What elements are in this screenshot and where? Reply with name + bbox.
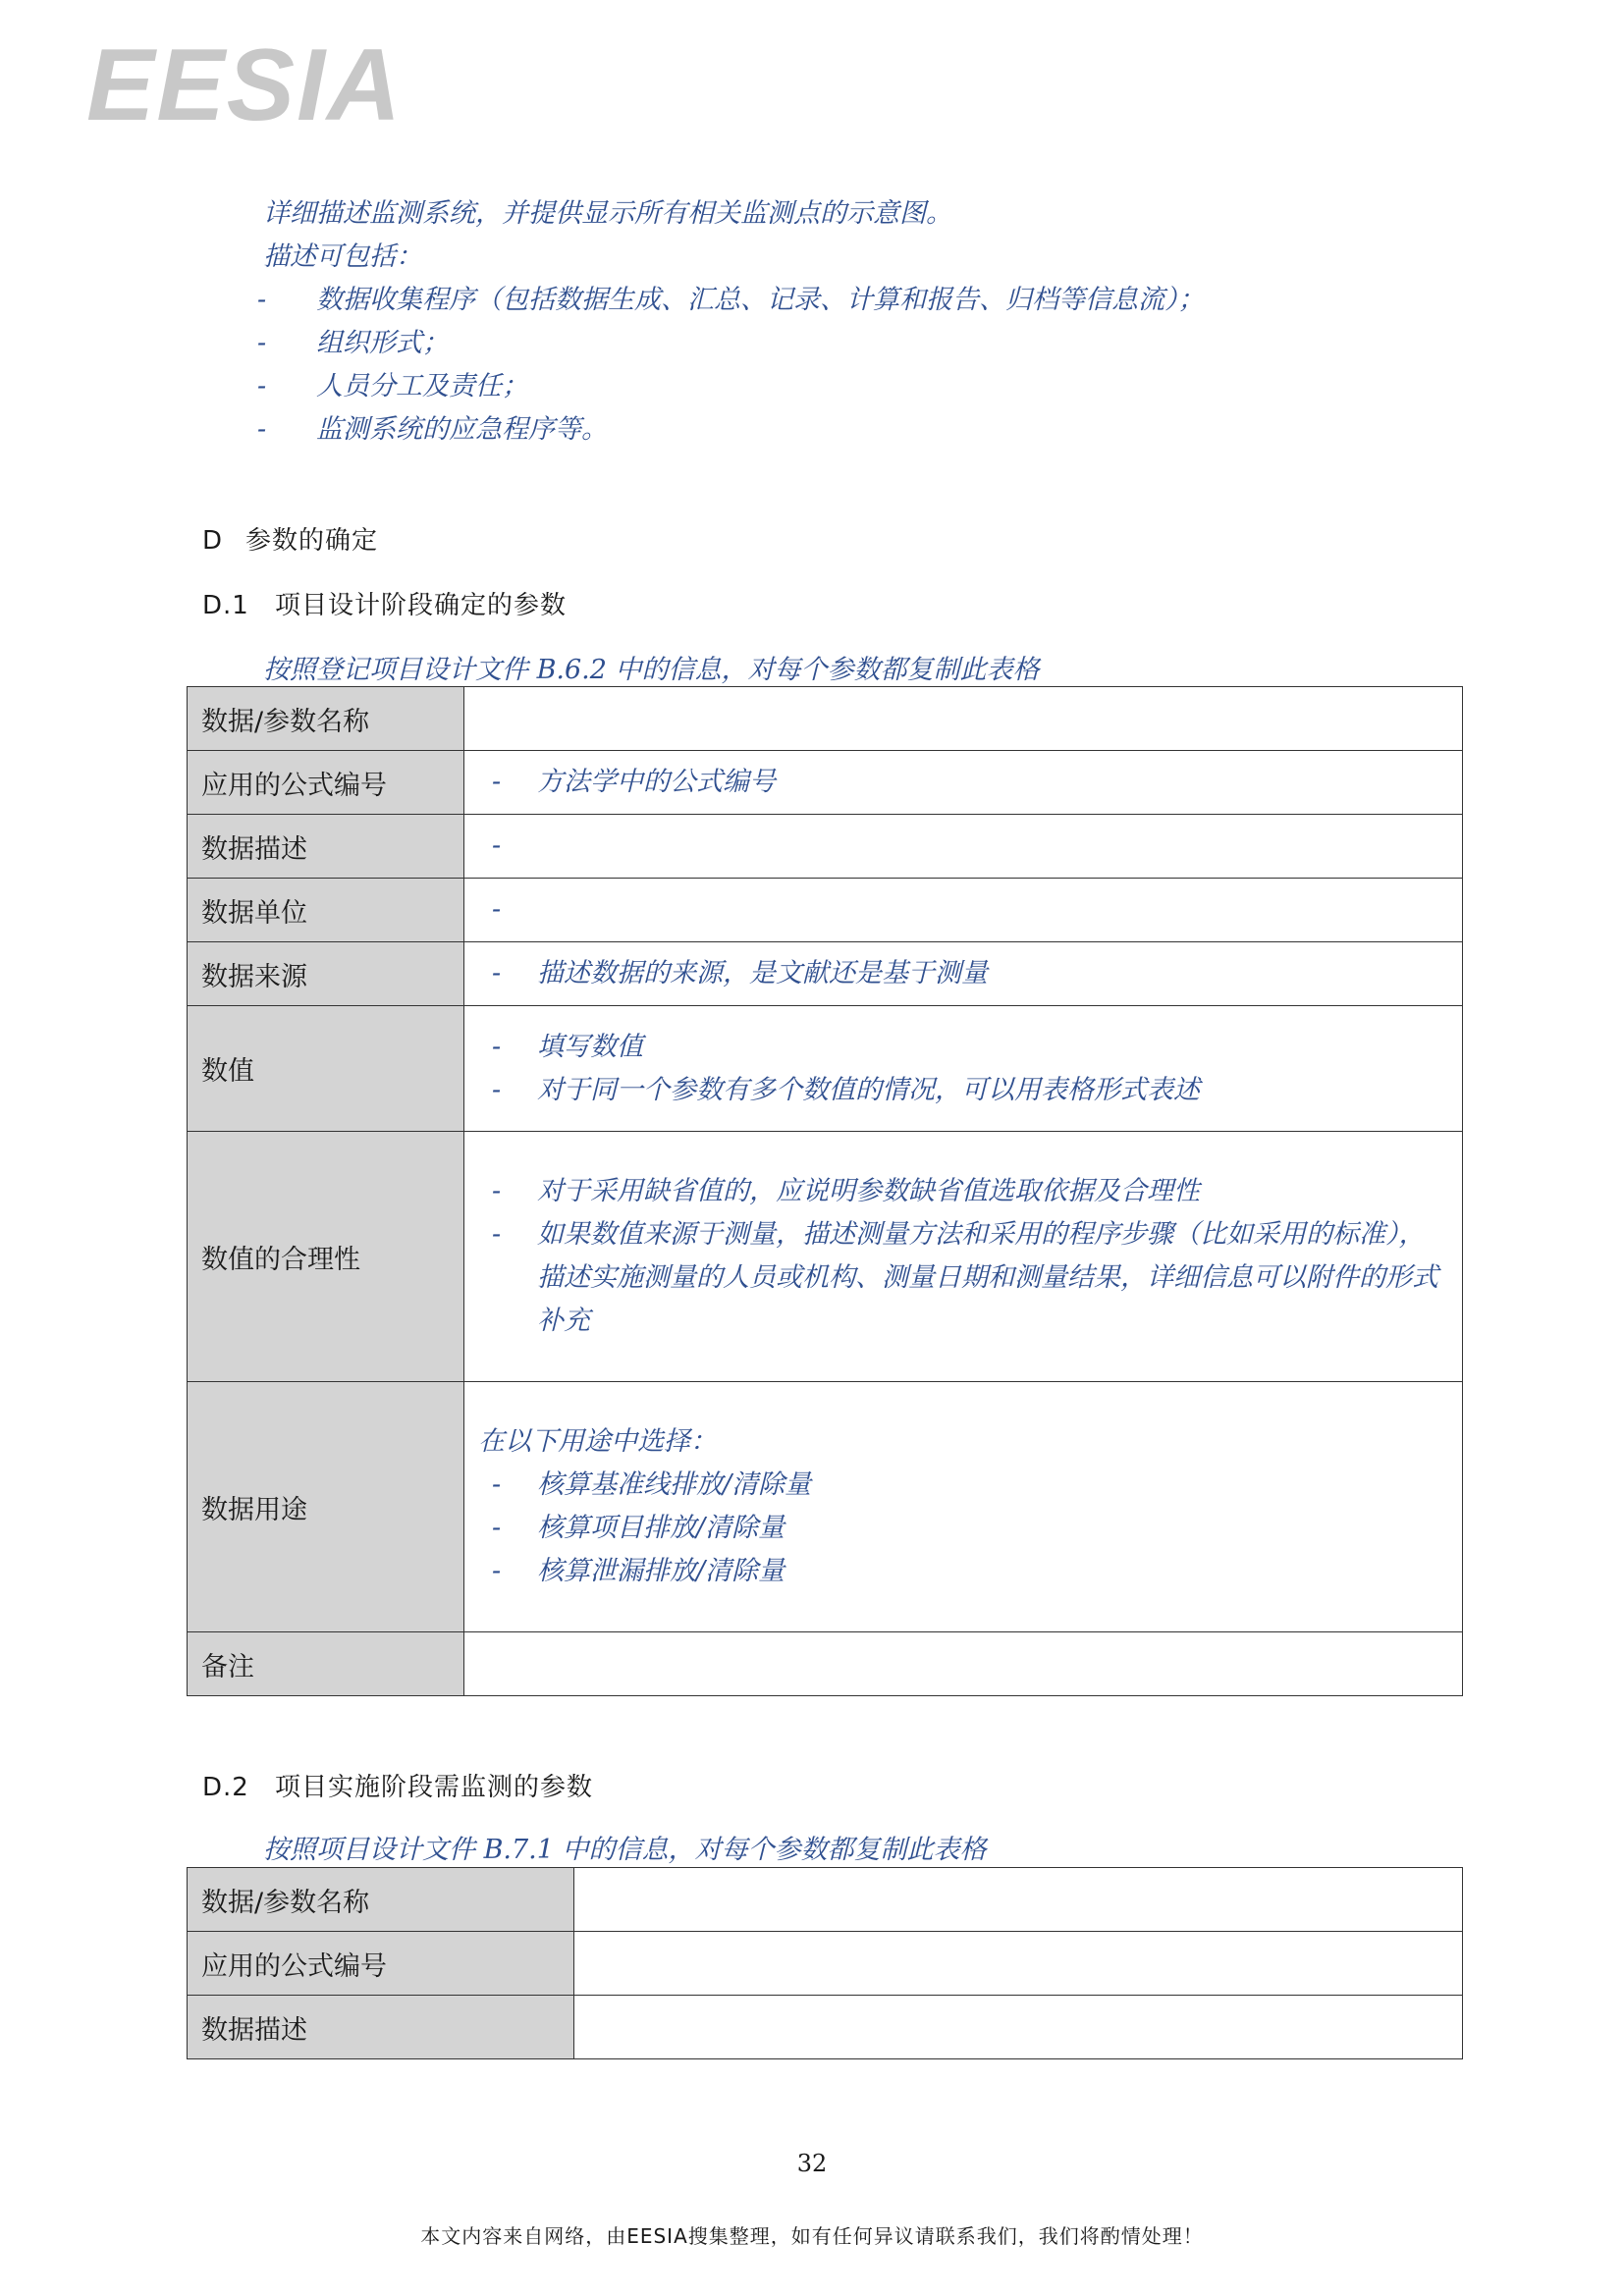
row-label: 数据单位 [188, 879, 464, 942]
row-label: 应用的公式编号 [188, 751, 464, 815]
table-d1-caption: 按照登记项目设计文件 B.6.2 中的信息，对每个参数都复制此表格 [263, 655, 1040, 685]
row-value-text: 核算基准线排放/清除量 [537, 1469, 812, 1500]
list-item-text: 人员分工及责任； [316, 371, 528, 401]
row-label: 数据描述 [188, 815, 464, 879]
row-value [464, 1006, 1463, 1132]
section-number: D.1 [202, 591, 249, 620]
row-value [574, 1996, 1463, 2059]
row-label: 数值 [188, 1006, 464, 1132]
row-value-intro: 在以下用途中选择： [478, 1426, 717, 1457]
row-value [464, 879, 1463, 942]
dash: - [492, 1469, 502, 1500]
row-label: 应用的公式编号 [188, 1932, 574, 1996]
table-d2-caption: 按照项目设计文件 B.7.1 中的信息，对每个参数都复制此表格 [263, 1835, 987, 1865]
row-label: 数据/参数名称 [188, 687, 464, 751]
row-label: 数值的合理性 [188, 1132, 464, 1382]
row-label: 备注 [188, 1632, 464, 1696]
list-item-text: 数据收集程序（包括数据生成、汇总、记录、计算和报告、归档等信息流）； [316, 285, 1205, 315]
section-d1-heading [202, 585, 567, 621]
dash: - [492, 958, 502, 988]
row-value-text: 核算泄漏排放/清除量 [537, 1556, 785, 1586]
dash: - [492, 1176, 502, 1206]
row-value-text: 方法学中的公式编号 [537, 767, 776, 797]
row-value-text: 核算项目排放/清除量 [537, 1513, 785, 1543]
list-item [257, 365, 1205, 408]
section-d-heading [202, 520, 378, 557]
dash: - [492, 1513, 502, 1543]
row-label: 数据描述 [188, 1996, 574, 2059]
monitoring-system-instructions [257, 192, 1205, 452]
intro-line-1: 详细描述监测系统，并提供显示所有相关监测点的示意图。 [263, 198, 952, 229]
eesia-logo: EESIA [86, 28, 404, 142]
section-title: 项目实施阶段需监测的参数 [275, 1773, 594, 1802]
row-value [464, 1132, 1463, 1382]
row-value [574, 1868, 1463, 1932]
section-number: D.2 [202, 1773, 249, 1802]
section-number: D [202, 526, 224, 556]
list-item [257, 322, 1205, 365]
row-value-text [537, 825, 1448, 868]
row-value [464, 1382, 1463, 1632]
table-row [188, 1006, 1463, 1132]
dash: - [492, 1031, 502, 1062]
row-label: 数据来源 [188, 942, 464, 1006]
dash: - [257, 285, 267, 315]
dash: - [257, 371, 267, 401]
table-row [188, 1132, 1463, 1382]
table-d1 [187, 686, 1463, 1696]
row-label: 数据/参数名称 [188, 1868, 574, 1932]
row-value [464, 815, 1463, 879]
table-row [188, 879, 1463, 942]
section-d2-heading [202, 1767, 593, 1803]
row-value-text: 如果数值来源于测量，描述测量方法和采用的程序步骤（比如采用的标准），描述实施测量的人员或机构、测量日期和测量结果，详细信息可以附件的形式补充 [537, 1219, 1438, 1336]
row-value [574, 1932, 1463, 1996]
table-row [188, 1932, 1463, 1996]
row-value [464, 1632, 1463, 1696]
table-row [188, 751, 1463, 815]
list-item-text: 监测系统的应急程序等。 [316, 414, 608, 445]
row-value [464, 751, 1463, 815]
intro-line-2: 描述可包括： [263, 241, 422, 272]
table-row [188, 1632, 1463, 1696]
dash: - [257, 414, 267, 445]
section-title: 参数的确定 [245, 526, 379, 556]
page-number: 32 [796, 2150, 828, 2177]
dash: - [492, 894, 502, 925]
row-value-text: 填写数值 [537, 1031, 643, 1062]
dash: - [492, 1074, 502, 1105]
row-value-text: 对于采用缺省值的，应说明参数缺省值选取依据及合理性 [537, 1176, 1200, 1206]
dash: - [492, 1556, 502, 1586]
row-value-text [537, 888, 1448, 932]
table-row [188, 815, 1463, 879]
dash: - [257, 328, 267, 358]
table-d2 [187, 1867, 1463, 2059]
section-title: 项目设计阶段确定的参数 [275, 591, 568, 620]
list-item [257, 408, 1205, 452]
row-value-text: 描述数据的来源，是文献还是基于测量 [537, 958, 988, 988]
table-row [188, 1868, 1463, 1932]
footer-disclaimer: 本文内容来自网络，由EESIA搜集整理，如有任何异议请联系我们，我们将酌情处理！ [420, 2224, 1204, 2248]
dash: - [492, 830, 502, 861]
row-label: 数据用途 [188, 1382, 464, 1632]
row-value [464, 942, 1463, 1006]
table-row [188, 942, 1463, 1006]
dash: - [492, 1219, 502, 1250]
table-row [188, 1996, 1463, 2059]
table-row [188, 1382, 1463, 1632]
table-row [188, 687, 1463, 751]
row-value-text: 对于同一个参数有多个数值的情况，可以用表格形式表述 [537, 1074, 1200, 1105]
list-item-text: 组织形式； [316, 328, 449, 358]
list-item [257, 279, 1205, 322]
dash: - [492, 767, 502, 797]
row-value [464, 687, 1463, 751]
